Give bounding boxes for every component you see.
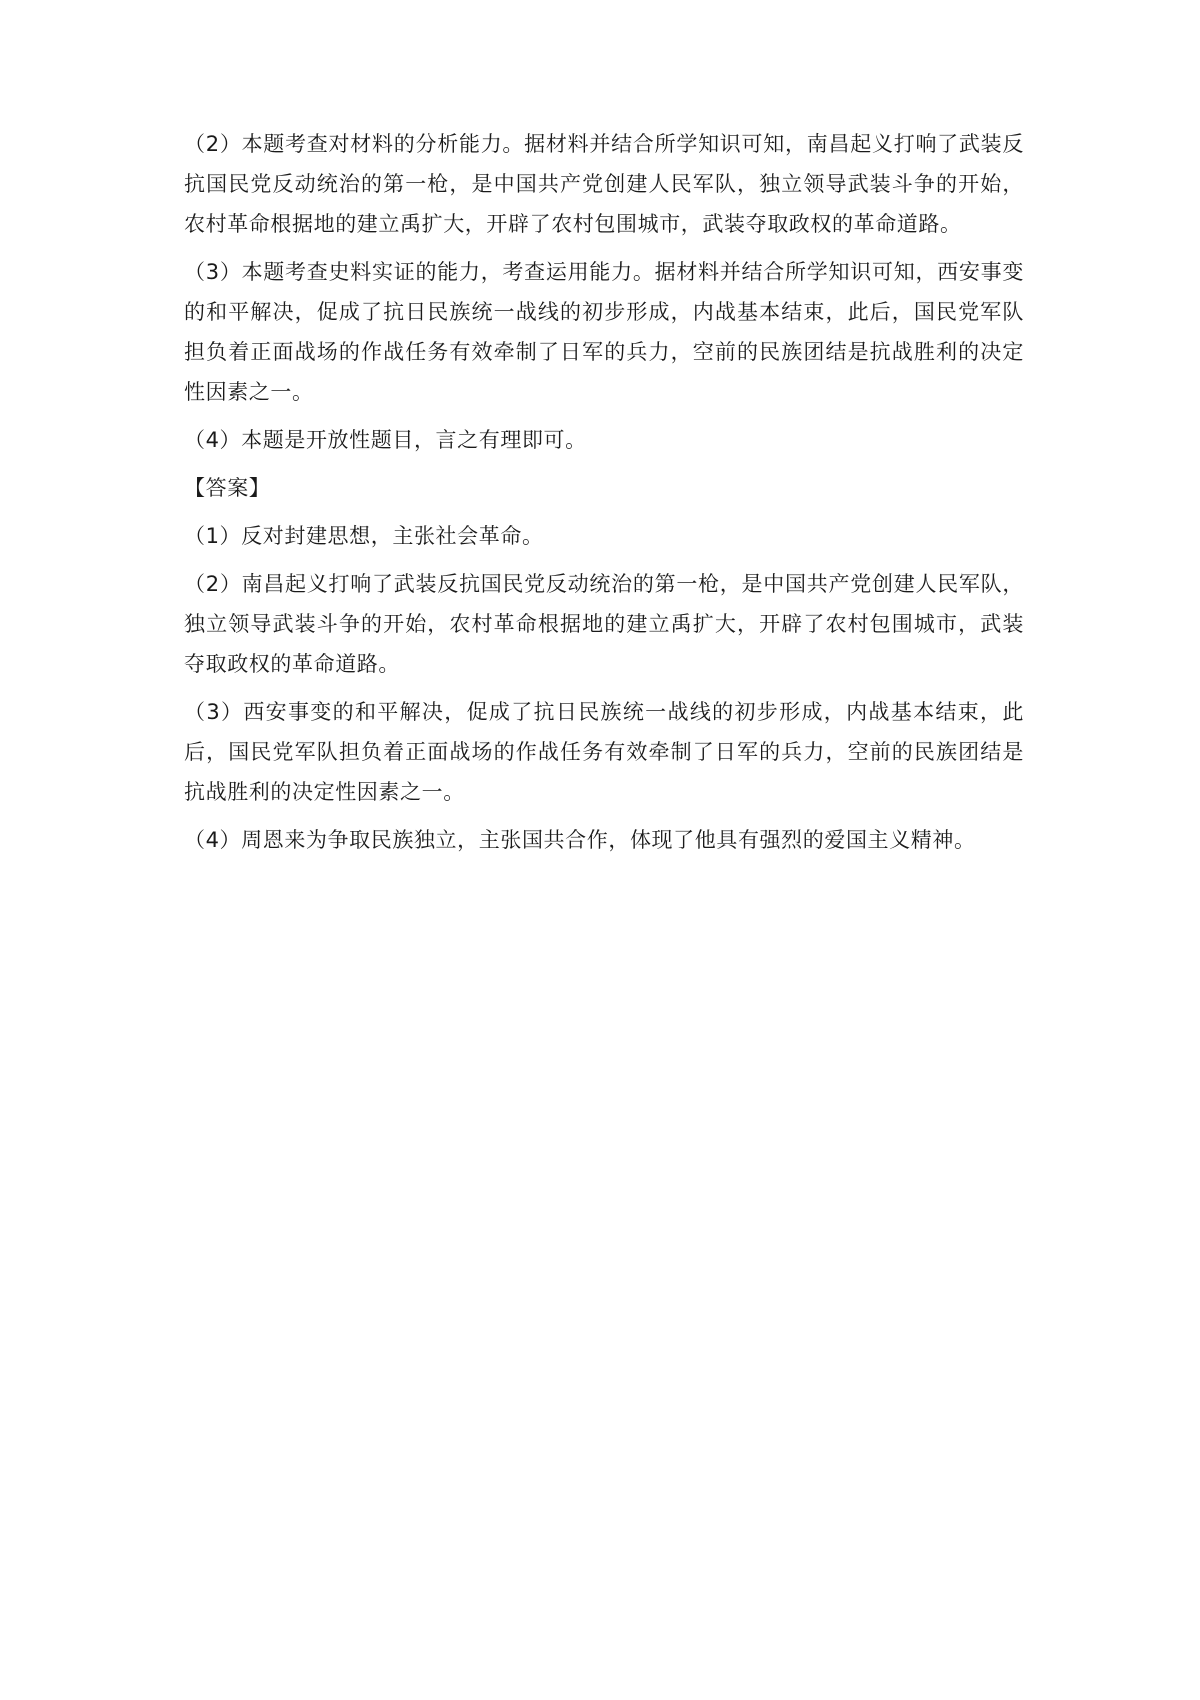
- analysis-paragraph-4: （4）本题是开放性题目，言之有理即可。: [184, 428, 587, 452]
- answer-item-3: （3）西安事变的和平解决，促成了抗日民族统一战线的初步形成，内战基本结束，此后，国民党军队担负着正面战场的作战任务有效牵制了日军的兵力，空前的民族团结是抗战胜利的决定性因素之一。: [184, 700, 1024, 804]
- analysis-paragraph-2: （2）本题考查对材料的分析能力。据材料并结合所学知识可知，南昌起义打响了武装反抗国民党反动统治的第一枪，是中国共产党创建人民军队，独立领导武装斗争的开始，农村革命根据地的建立禹扩大，开辟了农村包围城市，武装夺取政权的革命道路。: [184, 132, 1024, 236]
- analysis-paragraph-3: （3）本题考查史料实证的能力，考查运用能力。据材料并结合所学知识可知，西安事变的和平解决，促成了抗日民族统一战线的初步形成，内战基本结束，此后，国民党军队担负着正面战场的作战任务有效牵制了日军的兵力，空前的民族团结是抗战胜利的决定性因素之一。: [184, 260, 1024, 404]
- answer-heading: 【答案】: [184, 476, 271, 500]
- answer-item-1: （1）反对封建思想，主张社会革命。: [184, 524, 544, 548]
- document-body: [184, 124, 1024, 868]
- answer-item-4: （4）周恩来为争取民族独立，主张国共合作，体现了他具有强烈的爱国主义精神。: [184, 828, 976, 852]
- answer-item-2: （2）南昌起义打响了武装反抗国民党反动统治的第一枪，是中国共产党创建人民军队，独立领导武装斗争的开始，农村革命根据地的建立禹扩大，开辟了农村包围城市，武装夺取政权的革命道路。: [184, 572, 1024, 676]
